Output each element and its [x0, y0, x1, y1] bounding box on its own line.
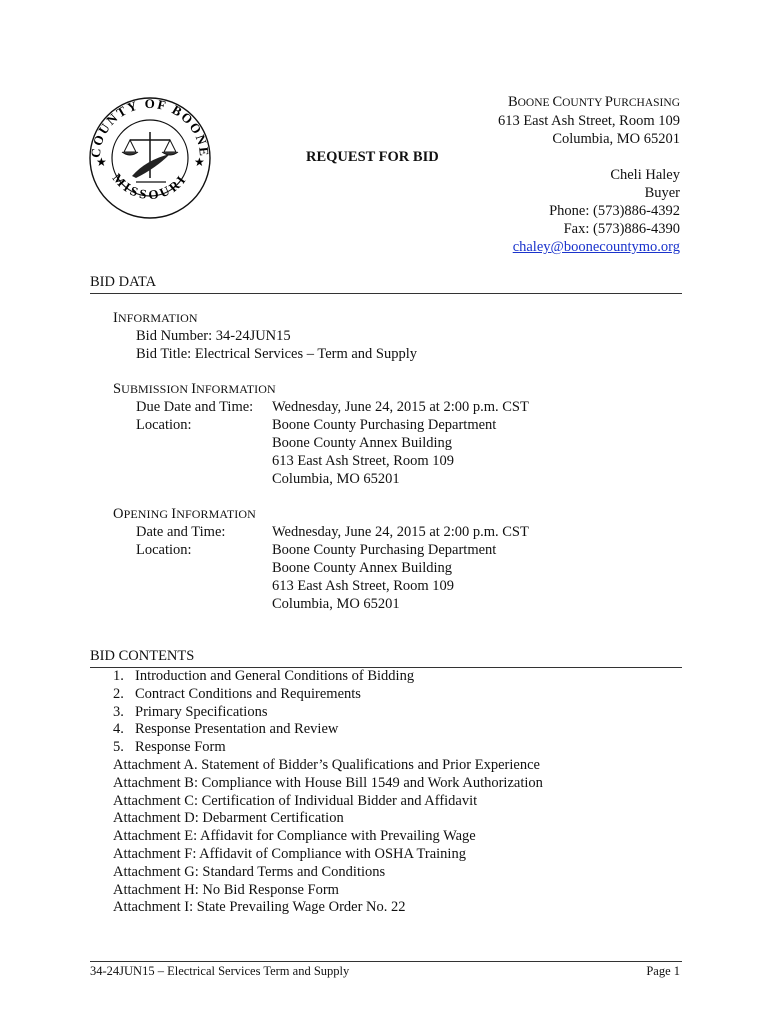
attachment-item: Attachment C: Certification of Individual Bidder and Affidavit — [113, 792, 478, 809]
due-date-value: Wednesday, June 24, 2015 at 2:00 p.m. CST — [272, 399, 529, 415]
footer-doc-id: 34-24JUN15 – Electrical Services Term and Supply — [90, 964, 350, 978]
attachment-item: Attachment H: No Bid Response Form — [113, 881, 339, 898]
information-subheading: INFORMATION — [113, 310, 198, 326]
opening-date-label: Date and Time: — [136, 524, 226, 540]
document-title: REQUEST FOR BID — [306, 149, 439, 165]
address-line-1: 613 East Ash Street, Room 109 — [497, 113, 680, 129]
submission-location-value: Boone County Purchasing Department Boone County Annex Building 613 East Ash Street, Room 109 Columbia, MO 65201 — [272, 417, 497, 487]
contact-name: Cheli Haley — [610, 167, 680, 183]
svg-text:MISSOURI: MISSOURI — [109, 170, 191, 203]
bid-contents-heading: BID CONTENTS — [90, 648, 682, 668]
svg-text:COUNTY OF BOONE: COUNTY OF BOONE — [87, 96, 213, 159]
contact-fax: Fax: (573)886-4390 — [563, 221, 680, 237]
list-item: 5. Response Form — [113, 739, 226, 756]
information-section — [113, 309, 417, 363]
attachment-item: Attachment A. Statement of Bidder’s Qualifications and Prior Experience — [113, 756, 540, 773]
attachment-item: Attachment G: Standard Terms and Conditions — [113, 863, 386, 880]
attachment-item: Attachment B: Compliance with House Bill 1549 and Work Authorization — [113, 774, 543, 791]
opening-location-value: Boone County Purchasing Department Boone County Annex Building 613 East Ash Street, Room 109 Columbia, MO 65201 — [272, 542, 497, 612]
svg-text:★: ★ — [194, 155, 205, 169]
contact-title: Buyer — [644, 185, 680, 201]
bid-number: Bid Number: 34-24JUN15 — [136, 328, 291, 344]
attachment-item: Attachment D: Debarment Certification — [113, 810, 344, 827]
attachment-item: Attachment E: Affidavit for Compliance with Prevailing Wage — [113, 828, 476, 845]
opening-subheading: OPENING INFORMATION — [113, 506, 256, 522]
opening-date-value: Wednesday, June 24, 2015 at 2:00 p.m. CST — [272, 524, 529, 540]
contact-phone: Phone: (573)886-4392 — [549, 203, 680, 219]
bid-data-heading: BID DATA — [90, 274, 682, 294]
due-date-label: Due Date and Time: — [136, 399, 254, 415]
footer-page-number: Page 1 — [646, 964, 680, 978]
footer-divider — [90, 961, 682, 962]
attachment-item: Attachment F: Affidavit of Compliance with OSHA Training — [113, 845, 466, 862]
list-item: 2. Contract Conditions and Requirements — [113, 685, 361, 702]
bid-contents-list — [113, 668, 543, 917]
bid-title: Bid Title: Electrical Services – Term and Supply — [136, 346, 418, 362]
contact-email-link[interactable]: chaley@boonecountymo.org — [512, 239, 680, 255]
org-name: BOONE COUNTY PURCHASING — [507, 94, 680, 110]
purchasing-contact-block — [498, 93, 680, 256]
attachment-item: Attachment I: State Prevailing Wage Order No. 22 — [113, 899, 406, 916]
list-item: 3. Primary Specifications — [113, 703, 268, 720]
address-line-2: Columbia, MO 65201 — [552, 131, 680, 147]
list-item: 1. Introduction and General Conditions of Bidding — [113, 668, 415, 684]
county-seal-logo — [86, 96, 214, 220]
opening-location-label: Location: — [136, 542, 192, 558]
svg-text:★: ★ — [96, 155, 107, 169]
submission-location-label: Location: — [136, 417, 192, 433]
opening-section — [113, 505, 529, 613]
submission-section — [113, 380, 529, 488]
submission-subheading: SUBMISSION INFORMATION — [113, 381, 276, 397]
list-item: 4. Response Presentation and Review — [113, 721, 339, 738]
